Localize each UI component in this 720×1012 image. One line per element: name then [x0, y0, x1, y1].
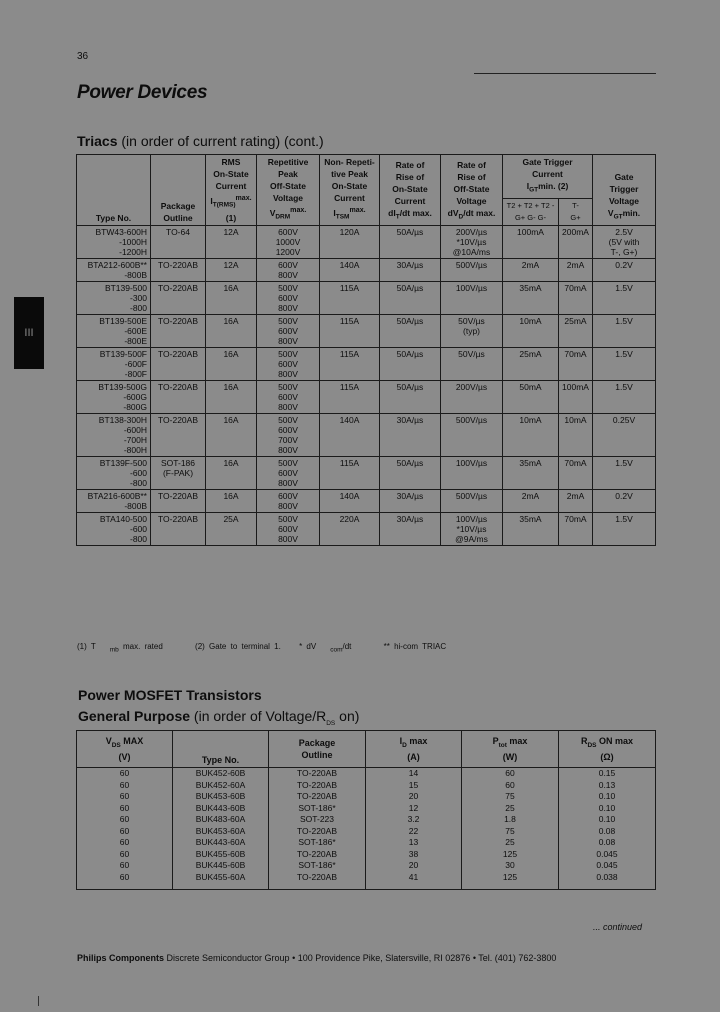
triac-cell-pkg: TO-220AB	[151, 281, 206, 314]
id-sym: I	[399, 735, 403, 746]
col-repetitive-voltage	[257, 155, 320, 226]
triac-cell-type: BT139-500E -600E -800E	[77, 314, 151, 347]
triac-cell-igt2: 70mA	[559, 347, 593, 380]
triac-cell-igt2: 2mA	[559, 489, 593, 512]
triac-row	[77, 347, 656, 380]
mosfet-cell-vds: 60	[77, 849, 173, 861]
rate-on-sub: T	[395, 213, 400, 221]
triac-cell-pkg: TO-220AB	[151, 413, 206, 456]
triac-cell-igt2: 70mA	[559, 456, 593, 489]
triac-cell-dvd: 200V/µs	[441, 380, 503, 413]
nonrep-suffix: max.	[349, 206, 366, 215]
note-1	[77, 642, 177, 654]
triac-cell-igt2: 70mA	[559, 281, 593, 314]
mosfet-cell-ptot: 60	[462, 780, 559, 792]
triac-cell-igt1: 10mA	[503, 314, 559, 347]
vds-suffix: MAX	[120, 735, 144, 746]
triac-cell-dvd: 500V/µs	[441, 413, 503, 456]
mosfet-cell-ptot: 125	[462, 849, 559, 861]
triac-cell-itsm: 115A	[320, 314, 380, 347]
mosfet-cell-ptot: 25	[462, 837, 559, 849]
mosfet-cell-vds: 60	[77, 780, 173, 792]
col-gate-current-label: Gate Trigger Current	[522, 157, 573, 179]
col-rate-on-current	[380, 155, 441, 226]
rms-suffix: max.	[235, 194, 252, 203]
triac-cell-dvd: 500V/µs	[441, 258, 503, 281]
triac-cell-itsm: 120A	[320, 225, 380, 258]
note-3	[299, 642, 365, 654]
triac-cell-rms: 16A	[206, 489, 257, 512]
gate-current-sub: GT	[529, 186, 539, 194]
triac-row	[77, 281, 656, 314]
mosfet-cell-id: 15	[366, 780, 462, 792]
mosfet-cell-rds: 0.15	[559, 768, 656, 780]
mosfet-cell-pkg: SOT-186*	[269, 837, 366, 849]
triac-cell-type: BT139-500F -600F -800F	[77, 347, 151, 380]
mosfet-cell-vds: 60	[77, 803, 173, 815]
mosfet-cell-type: BUK452-60A	[173, 780, 269, 792]
rds-suffix: ON max	[596, 735, 634, 746]
triac-cell-itsm: 115A	[320, 281, 380, 314]
rds-unit: (Ω)	[600, 752, 614, 763]
rate-off-sub: D	[458, 213, 464, 221]
col-nonrep-current	[320, 155, 380, 226]
mosfet-cell-id: 41	[366, 872, 462, 890]
rms-note: (1)	[225, 212, 237, 223]
triac-cell-dvd: 100V/µs	[441, 281, 503, 314]
mosfet-row	[77, 814, 656, 826]
mosfet-cell-id: 12	[366, 803, 462, 815]
mosfet-cell-rds: 0.038	[559, 872, 656, 890]
triac-cell-vgt: 1.5V	[593, 314, 656, 347]
rds-sym: R	[580, 735, 588, 746]
triac-cell-dvd: 50V/µs (typ)	[441, 314, 503, 347]
triac-cell-pkg: TO-64	[151, 225, 206, 258]
mosfet-cell-vds: 60	[77, 837, 173, 849]
triac-cell-type: BT139F-500 -600 -800	[77, 456, 151, 489]
mosfet-cell-pkg: SOT-223	[269, 814, 366, 826]
triac-cell-vdrm: 600V 800V	[257, 258, 320, 281]
mosfet-cell-type: BUK453-60B	[173, 791, 269, 803]
mosfet-subtitle-end: on)	[335, 708, 360, 724]
triacs-notes	[77, 642, 460, 654]
triac-cell-pkg: TO-220AB	[151, 258, 206, 281]
col-package: Package Outline	[151, 155, 206, 226]
mosfet-cell-id: 3.2	[366, 814, 462, 826]
triac-cell-dit: 30A/µs	[380, 512, 441, 545]
triac-cell-vgt: 1.5V	[593, 347, 656, 380]
note-2: (2) Gate to terminal 1.	[195, 642, 281, 651]
note-1-sub: mb	[109, 646, 119, 654]
col-vds	[77, 731, 173, 768]
mosfet-cell-pkg: SOT-186*	[269, 860, 366, 872]
mosfet-cell-rds: 0.10	[559, 814, 656, 826]
triac-cell-itsm: 115A	[320, 456, 380, 489]
triac-cell-vdrm: 500V 600V 800V	[257, 281, 320, 314]
mosfet-cell-rds: 0.13	[559, 780, 656, 792]
triac-cell-vgt: 0.2V	[593, 258, 656, 281]
triac-cell-igt2: 2mA	[559, 258, 593, 281]
mosfet-cell-id: 14	[366, 768, 462, 780]
col-nonrep-label: Non- Repeti- tive Peak On-State Current	[324, 157, 375, 204]
triac-cell-itsm: 140A	[320, 489, 380, 512]
gate-voltage-sub: GT	[613, 213, 623, 221]
corner-mark	[38, 996, 39, 1006]
mosfet-row	[77, 837, 656, 849]
triac-cell-type: BTA212-600B** -800B	[77, 258, 151, 281]
mosfet-cell-type: BUK443-60A	[173, 837, 269, 849]
triac-cell-pkg: TO-220AB	[151, 380, 206, 413]
gate-voltage-sym: V	[607, 208, 614, 218]
mosfet-cell-type: BUK453-60A	[173, 826, 269, 838]
triac-cell-rms: 25A	[206, 512, 257, 545]
triac-cell-vdrm: 600V 800V	[257, 489, 320, 512]
triac-cell-dit: 50A/µs	[380, 380, 441, 413]
triac-cell-igt1: 35mA	[503, 456, 559, 489]
triac-cell-vgt: 1.5V	[593, 281, 656, 314]
mosfet-cell-id: 22	[366, 826, 462, 838]
mosfet-cell-vds: 60	[77, 768, 173, 780]
nonrep-sub: TSM	[335, 213, 350, 221]
gate-current-sym: I	[526, 181, 530, 191]
triac-cell-vgt: 1.5V	[593, 380, 656, 413]
triac-cell-dvd: 50V/µs	[441, 347, 503, 380]
triac-cell-itsm: 220A	[320, 512, 380, 545]
triac-cell-vgt: 2.5V (5V with T-, G+)	[593, 225, 656, 258]
col-mosfet-type: Type No.	[173, 731, 269, 768]
triac-cell-dit: 50A/µs	[380, 347, 441, 380]
triac-cell-itsm: 140A	[320, 258, 380, 281]
triac-cell-igt1: 50mA	[503, 380, 559, 413]
triac-row	[77, 258, 656, 281]
mosfet-cell-pkg: TO-220AB	[269, 791, 366, 803]
footer-company: Philips Components	[77, 953, 165, 963]
triac-cell-pkg: TO-220AB	[151, 512, 206, 545]
rms-sub: T(RMS)	[212, 201, 236, 209]
triac-cell-type: BT138-300H -600H -700H -800H	[77, 413, 151, 456]
triac-cell-itsm: 140A	[320, 413, 380, 456]
mosfet-cell-vds: 60	[77, 791, 173, 803]
triac-cell-dit: 50A/µs	[380, 281, 441, 314]
triac-cell-dit: 50A/µs	[380, 456, 441, 489]
col-rate-on-label: Rate of Rise of On-State Current	[392, 160, 428, 206]
mosfet-row	[77, 826, 656, 838]
triac-cell-vdrm: 500V 600V 800V	[257, 456, 320, 489]
nonrep-sym: I	[333, 208, 336, 218]
continued-note: ... continued	[593, 922, 643, 932]
ptot-sub: tot	[498, 741, 507, 749]
triac-cell-vdrm: 500V 600V 800V	[257, 512, 320, 545]
triac-cell-type: BT139-500 -300 -800	[77, 281, 151, 314]
mosfet-cell-type: BUK452-60B	[173, 768, 269, 780]
triac-cell-pkg: TO-220AB	[151, 314, 206, 347]
col-rate-off-voltage	[441, 155, 503, 226]
note-1-rest: max. rated	[118, 642, 163, 651]
col-rms-current-label: RMS On-State Current	[213, 157, 249, 192]
triac-cell-pkg: TO-220AB	[151, 489, 206, 512]
mosfet-subtitle-rest: (in order of Voltage/R	[190, 708, 327, 724]
triac-cell-itsm: 115A	[320, 347, 380, 380]
triac-cell-igt2: 10mA	[559, 413, 593, 456]
mosfet-cell-ptot: 60	[462, 768, 559, 780]
rep-sub: DRM	[275, 213, 291, 221]
mosfet-row	[77, 803, 656, 815]
mosfet-cell-pkg: TO-220AB	[269, 768, 366, 780]
mosfet-cell-rds: 0.08	[559, 837, 656, 849]
triac-cell-type: BT139-500G -600G -800G	[77, 380, 151, 413]
ptot-suffix: max	[506, 735, 528, 746]
footer	[77, 953, 556, 963]
col-rms-current	[206, 155, 257, 226]
id-suffix: max	[406, 735, 428, 746]
triac-cell-dit: 30A/µs	[380, 258, 441, 281]
triac-cell-igt1: 35mA	[503, 281, 559, 314]
page-number: 36	[77, 51, 89, 62]
triacs-title-bold: Triacs	[77, 133, 118, 149]
mosfet-cell-rds: 0.08	[559, 826, 656, 838]
mosfet-cell-ptot: 25	[462, 803, 559, 815]
mosfet-cell-rds: 0.045	[559, 860, 656, 872]
triac-cell-dvd: 200V/µs *10V/µs @10A/ms	[441, 225, 503, 258]
mosfet-cell-ptot: 75	[462, 826, 559, 838]
footer-address: Discrete Semiconductor Group • 100 Providence Pike, Slatersville, RI 02876 • Tel. (401) 762-3800	[164, 953, 557, 963]
triac-cell-vdrm: 500V 600V 800V	[257, 314, 320, 347]
rate-off-sym: dV	[447, 208, 459, 218]
triac-cell-vdrm: 600V 1000V 1200V	[257, 225, 320, 258]
triac-cell-type: BTW43-600H -1000H -1200H	[77, 225, 151, 258]
triac-cell-igt2: 70mA	[559, 512, 593, 545]
col-gate-sub1: T2 + T2 + T2 - G+ G- G-	[503, 198, 559, 225]
mosfet-cell-type: BUK445-60B	[173, 860, 269, 872]
col-rate-off-label: Rate of Rise of Off-State Voltage	[453, 160, 490, 206]
triac-cell-dvd: 100V/µs *10V/µs @9A/ms	[441, 512, 503, 545]
triac-cell-pkg: TO-220AB	[151, 347, 206, 380]
mosfet-cell-pkg: TO-220AB	[269, 780, 366, 792]
mosfet-cell-type: BUK483-60A	[173, 814, 269, 826]
col-rds	[559, 731, 656, 768]
col-type-no: Type No.	[77, 155, 151, 226]
triac-cell-vgt: 0.25V	[593, 413, 656, 456]
col-id	[366, 731, 462, 768]
chapter-tab-marker: III	[14, 297, 44, 369]
ptot-unit: (W)	[502, 752, 518, 763]
top-rule	[474, 73, 656, 74]
mosfet-cell-vds: 60	[77, 860, 173, 872]
mosfet-cell-ptot: 75	[462, 791, 559, 803]
col-gate-voltage	[593, 155, 656, 226]
mosfet-row	[77, 849, 656, 861]
triacs-table	[76, 154, 656, 546]
mosfet-row	[77, 860, 656, 872]
triac-cell-type: BTA216-600B** -800B	[77, 489, 151, 512]
triac-row	[77, 512, 656, 545]
vds-unit: (V)	[118, 752, 131, 763]
col-gate-voltage-label: Gate Trigger Voltage	[608, 172, 640, 206]
id-sub: D	[402, 741, 407, 749]
mosfet-cell-vds: 60	[77, 814, 173, 826]
gate-voltage-suffix: min.	[622, 208, 641, 218]
mosfet-cell-type: BUK455-60B	[173, 849, 269, 861]
rate-off-suffix: /dt max.	[463, 208, 496, 218]
note-3-rest: /dt	[342, 642, 352, 651]
triac-cell-type: BTA140-500 -600 -800	[77, 512, 151, 545]
mosfet-cell-type: BUK455-60A	[173, 872, 269, 890]
triac-cell-igt1: 2mA	[503, 258, 559, 281]
mosfet-cell-id: 13	[366, 837, 462, 849]
note-3-text: * dV	[299, 642, 317, 651]
rep-sym: V	[269, 208, 276, 218]
triac-cell-dit: 30A/µs	[380, 489, 441, 512]
mosfet-row	[77, 791, 656, 803]
note-4: ** hi-com TRIAC	[383, 642, 447, 651]
triac-cell-igt1: 35mA	[503, 512, 559, 545]
mosfet-cell-rds: 0.10	[559, 791, 656, 803]
triac-cell-rms: 16A	[206, 281, 257, 314]
col-gate-sub2: T- G+	[559, 198, 593, 225]
triac-cell-dvd: 500V/µs	[441, 489, 503, 512]
section-title: Power Devices	[77, 82, 208, 103]
mosfet-cell-id: 20	[366, 791, 462, 803]
triac-cell-igt1: 100mA	[503, 225, 559, 258]
mosfet-cell-ptot: 1.8	[462, 814, 559, 826]
triac-row	[77, 489, 656, 512]
mosfet-cell-pkg: TO-220AB	[269, 849, 366, 861]
mosfet-cell-type: BUK443-60B	[173, 803, 269, 815]
triac-cell-vdrm: 500V 600V 800V	[257, 380, 320, 413]
triac-cell-vdrm: 500V 600V 800V	[257, 347, 320, 380]
triac-cell-dit: 30A/µs	[380, 413, 441, 456]
col-rep-label: Repetitive Peak Off-State Voltage	[267, 157, 309, 204]
vds-sym: V	[105, 735, 112, 746]
triac-row	[77, 225, 656, 258]
mosfet-cell-rds: 0.045	[559, 849, 656, 861]
triac-cell-vgt: 0.2V	[593, 489, 656, 512]
triac-cell-vgt: 1.5V	[593, 512, 656, 545]
mosfet-table	[76, 730, 656, 890]
col-mosfet-package: Package Outline	[269, 731, 366, 768]
triac-cell-dit: 50A/µs	[380, 314, 441, 347]
mosfet-row	[77, 872, 656, 890]
id-unit: (A)	[407, 752, 420, 763]
triac-cell-rms: 12A	[206, 225, 257, 258]
triac-cell-rms: 12A	[206, 258, 257, 281]
col-ptot	[462, 731, 559, 768]
rms-sym: I	[210, 196, 213, 206]
triac-cell-rms: 16A	[206, 413, 257, 456]
mosfet-cell-rds: 0.10	[559, 803, 656, 815]
mosfet-cell-pkg: TO-220AB	[269, 872, 366, 890]
mosfet-title: Power MOSFET Transistors	[78, 687, 262, 703]
rep-suffix: max.	[290, 206, 307, 215]
mosfet-row	[77, 780, 656, 792]
triacs-title	[77, 133, 324, 149]
triacs-title-rest: (in order of current rating) (cont.)	[117, 133, 324, 149]
triac-cell-igt2: 100mA	[559, 380, 593, 413]
mosfet-cell-pkg: TO-220AB	[269, 826, 366, 838]
triac-row	[77, 456, 656, 489]
triac-cell-igt2: 200mA	[559, 225, 593, 258]
triac-row	[77, 380, 656, 413]
mosfet-subtitle-sub: DS	[326, 719, 336, 727]
triac-cell-rms: 16A	[206, 314, 257, 347]
mosfet-row	[77, 768, 656, 780]
mosfet-cell-vds: 60	[77, 872, 173, 890]
ptot-sym: P	[492, 735, 499, 746]
triac-cell-itsm: 115A	[320, 380, 380, 413]
rate-on-sym: dI	[388, 208, 396, 218]
note-3-sub: com	[330, 646, 343, 654]
rds-sub: DS	[587, 741, 597, 749]
triac-cell-rms: 16A	[206, 456, 257, 489]
note-1-text: (1) T	[77, 642, 96, 651]
triac-cell-rms: 16A	[206, 347, 257, 380]
triac-cell-dit: 50A/µs	[380, 225, 441, 258]
triac-cell-pkg: SOT-186 (F-PAK)	[151, 456, 206, 489]
mosfet-subtitle-bold: General Purpose	[78, 708, 191, 724]
mosfet-cell-id: 20	[366, 860, 462, 872]
mosfet-cell-ptot: 125	[462, 872, 559, 890]
mosfet-subtitle	[78, 708, 359, 727]
col-gate-current	[503, 155, 593, 199]
triac-cell-vgt: 1.5V	[593, 456, 656, 489]
mosfet-cell-pkg: SOT-186*	[269, 803, 366, 815]
mosfet-cell-ptot: 30	[462, 860, 559, 872]
rate-on-suffix: /dt max.	[399, 208, 432, 218]
gate-current-suffix: min. (2)	[538, 181, 569, 191]
triac-cell-igt1: 2mA	[503, 489, 559, 512]
triac-cell-igt2: 25mA	[559, 314, 593, 347]
triac-cell-igt1: 10mA	[503, 413, 559, 456]
triac-row	[77, 413, 656, 456]
triac-cell-rms: 16A	[206, 380, 257, 413]
triac-cell-vdrm: 500V 600V 700V 800V	[257, 413, 320, 456]
vds-sub: DS	[111, 741, 121, 749]
triac-cell-dvd: 100V/µs	[441, 456, 503, 489]
triac-row	[77, 314, 656, 347]
mosfet-cell-id: 38	[366, 849, 462, 861]
triac-cell-igt1: 25mA	[503, 347, 559, 380]
mosfet-cell-vds: 60	[77, 826, 173, 838]
